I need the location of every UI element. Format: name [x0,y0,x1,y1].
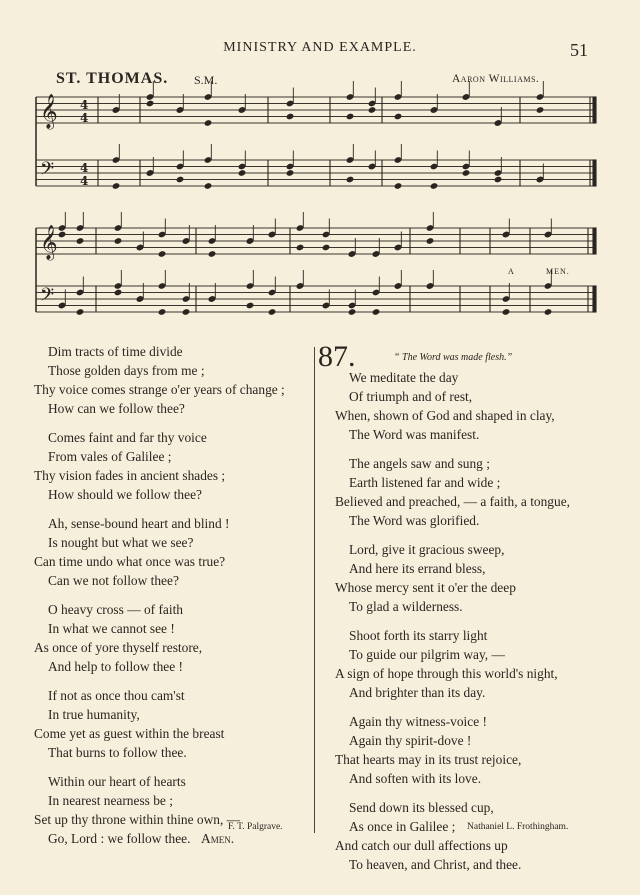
final-bar [593,228,596,254]
note-head [348,308,357,316]
note-head [368,106,377,114]
note-head [204,182,213,190]
verse-line: Again thy witness-voice ! [349,714,487,729]
verse-line: Dim tracts of time divide [48,344,183,359]
running-header: MINISTRY AND EXAMPLE. [223,40,417,55]
note-head [430,182,439,190]
verse-line: A sign of hope through this world's night, [335,666,558,681]
amen-text: Amen. [198,831,235,846]
amen-syllable-1: A [508,267,517,276]
note-head [112,182,121,190]
verse-line: When, shown of God and shaped in clay, [335,408,555,423]
note-head [536,106,545,114]
note-head [346,113,355,121]
bass-clef: 𝄢 [40,159,55,184]
verse-line: And help to follow thee ! [48,659,183,674]
note-head [502,308,511,316]
verse-line: Again thy spirit-dove ! [349,733,472,748]
treble-clef: 𝄞 [40,225,58,260]
hymn-left-author: F. T. Palgrave. [228,822,283,832]
verse-line: Thy vision fades in ancient shades ; [34,468,226,483]
verse-line: The angels saw and sung ; [349,456,490,471]
note-head [76,237,85,245]
verse-line: As once of yore thyself restore, [34,640,203,655]
staff-lines [36,97,594,312]
hymn-right-text [335,368,605,874]
note-head [394,113,403,121]
verse-line: Within our heart of hearts [48,774,186,789]
verse-line: And here its errand bless, [349,561,486,576]
final-bar [593,286,596,312]
verse-line: Thy voice comes strange o'er years of change ; [34,382,285,397]
verse-line: Can time undo what once was true? [34,554,226,569]
verse-line: Ah, sense-bound heart and blind ! [48,516,230,531]
note-head [462,169,471,177]
verse-line: That burns to follow thee. [48,745,187,760]
note-head [158,308,167,316]
tune-composer: Aaron Williams. [452,73,540,85]
amen-syllable-2: MEN. [546,267,570,276]
verse-line: Is nought but what we see? [48,535,194,550]
verse-line: How can we follow thee? [48,401,185,416]
verse-line: The Word was manifest. [349,427,480,442]
verse-line: In what we cannot see ! [48,621,175,636]
verse-line: As once in Galilee ; [349,819,456,834]
time-signature: 4 [80,161,89,175]
verse-line: Set up thy throne within thine own, — [34,812,241,827]
verse-line: How should we follow thee? [48,487,202,502]
verse-line: To heaven, and Christ, and thee. [349,857,522,872]
treble-clef: 𝄞 [40,94,58,129]
music-score [0,0,640,340]
verse-line: And catch our dull affections up [335,838,508,853]
note-head [176,176,185,184]
verse-line: The Word was glorified. [349,513,480,528]
verse-line: Go, Lord : we follow thee. Amen. [48,831,235,846]
verse-line: We meditate the day [349,370,459,385]
hymn-number: 87. [318,340,356,373]
note-head [286,113,295,121]
note-head [394,182,403,190]
final-bar [593,97,596,123]
verse-line: From vales of Galilee ; [48,449,172,464]
tune-meter: S.M. [194,73,218,87]
bar-lines [36,97,596,312]
verse-line: And soften with its love. [349,771,482,786]
page-number: 51 [570,40,588,60]
note-head [76,308,85,316]
note-head [204,119,213,127]
note-head [268,308,277,316]
verse-line: Of triumph and of rest, [349,389,473,404]
verse-line: To guide our pilgrim way, — [349,647,505,662]
note-head [114,237,123,245]
verse-line: That hearts may in its trust rejoice, [335,752,522,767]
verse-line: To glad a wilderness. [349,599,463,614]
verse-line: O heavy cross — of faith [48,602,183,617]
note-head [58,231,67,239]
verse-line: Comes faint and far thy voice [48,430,207,445]
verse-line: In nearest nearness be ; [48,793,173,808]
verse-line: Whose mercy sent it o'er the deep [335,580,516,595]
time-signature: 4 [80,111,89,125]
verse-line: And brighter than its day. [349,685,486,700]
hymn-left-text [34,342,304,848]
column-divider [314,347,315,833]
verse-line: Come yet as guest within the breast [34,726,225,741]
note-head [246,302,255,310]
note-head [158,250,167,258]
verse-line: In true humanity, [48,707,140,722]
note-head [208,250,217,258]
note-head [426,237,435,245]
note-head [494,176,503,184]
note-head [238,169,247,177]
verse-line: Earth listened far and wide ; [349,475,501,490]
final-bar [593,160,596,186]
note-head [372,308,381,316]
hymn-epigraph: “ The Word was made flesh.” [394,352,513,363]
note-head [146,100,155,108]
verse-line: If not as once thou cam'st [48,688,185,703]
note-head [322,244,331,252]
hymn-right-author: Nathaniel L. Frothingham. [467,822,569,832]
verse-line: Shoot forth its starry light [349,628,488,643]
note-head [296,244,305,252]
verse-line: Can we not follow thee? [48,573,179,588]
verse-line: Lord, give it gracious sweep, [349,542,505,557]
bass-clef: 𝄢 [40,285,55,310]
tune-name: ST. THOMAS. [56,70,169,87]
note-head [286,169,295,177]
note-head [114,289,123,297]
verse-line: Send down its blessed cup, [349,800,494,815]
note-head [182,308,191,316]
verse-line: Those golden days from me ; [48,363,205,378]
time-signature: 4 [80,98,89,112]
note-head [346,176,355,184]
note-head [544,308,553,316]
time-signature: 4 [80,174,89,188]
verse-line: Believed and preached, — a faith, a tongue, [335,494,570,509]
clefs [40,94,88,310]
